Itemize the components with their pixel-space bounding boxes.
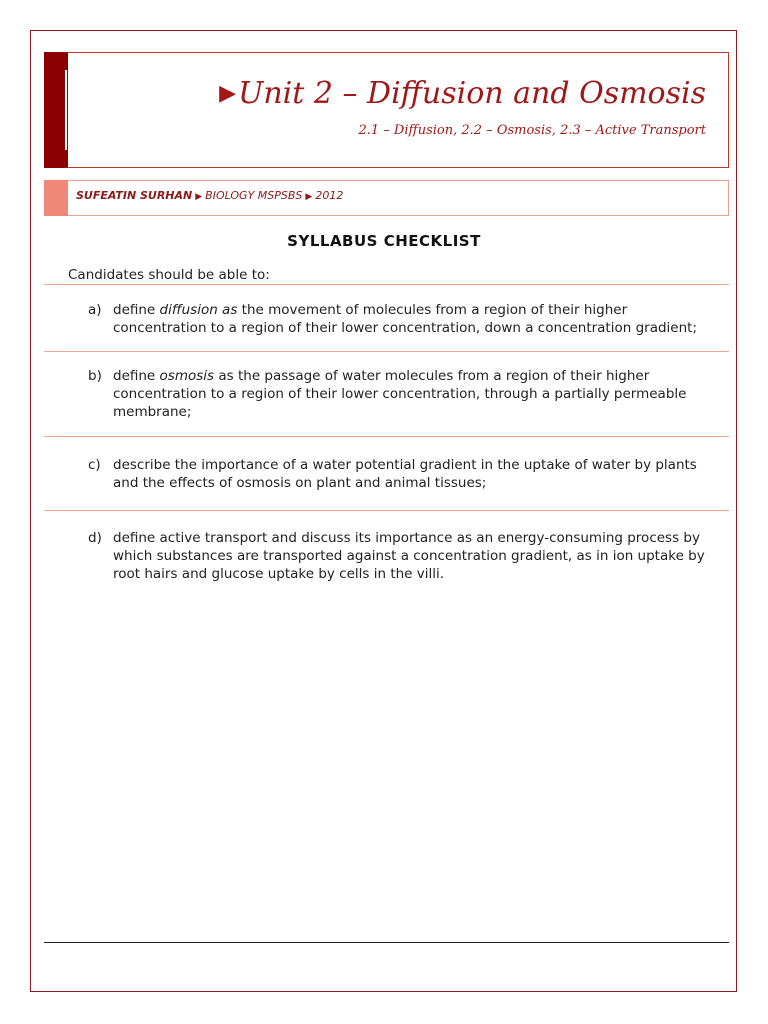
item-letter: d) [88, 530, 102, 546]
item-term: osmosis [159, 368, 215, 384]
separator-arrow-icon: ▶ [195, 192, 203, 202]
item-text [113, 367, 718, 421]
item-text-part: the movement of molecules from a region of their higher concentration to a region of their lower concentration, down a concentration gradient; [113, 302, 698, 336]
page-title [219, 76, 706, 111]
separator-arrow-icon: ▶ [305, 192, 313, 202]
checklist-heading: SYLLABUS CHECKLIST [287, 232, 481, 250]
divider [44, 351, 729, 352]
item-text-part: define [113, 302, 160, 318]
item-text [113, 301, 718, 337]
author-name: SUFEATIN SURHAN [76, 189, 193, 202]
item-term: diffusion as [159, 302, 238, 318]
divider [44, 510, 729, 511]
course-year: 2012 [315, 189, 344, 202]
item-text-part: define [113, 368, 160, 384]
divider [44, 284, 729, 285]
author-band-swatch [44, 180, 68, 216]
item-letter: a) [88, 302, 102, 318]
item-text: define active transport and discuss its importance as an energy-consuming process by which substances are transported against a concentration gradient, as in ion uptake by root hairs and glucose uptake by cells in the villi. [113, 530, 705, 582]
title-marker-icon: ▶ [219, 81, 237, 106]
title-text: Unit 2 – Diffusion and Osmosis [238, 76, 706, 111]
title-accent-stripe [65, 70, 67, 150]
item-letter: c) [88, 457, 101, 473]
list-item [88, 367, 718, 421]
course-name: BIOLOGY MSPSBS [205, 189, 303, 202]
divider [44, 436, 729, 437]
list-item [88, 301, 718, 337]
author-line [76, 189, 343, 202]
list-item [88, 456, 718, 492]
item-text: describe the importance of a water potential gradient in the uptake of water by plants and the effects of osmosis on plant and animal tissues; [113, 457, 697, 491]
page-subtitle: 2.1 – Diffusion, 2.2 – Osmosis, 2.3 – Active Transport [358, 123, 706, 138]
footer-rule [44, 942, 729, 943]
list-item [88, 529, 718, 583]
page-border [30, 30, 737, 992]
item-letter: b) [88, 368, 102, 384]
item-text-part: as the passage of water molecules from a region of their higher concentration to a region of their lower concentration, through a partially permeable membrane; [113, 368, 687, 420]
checklist-intro: Candidates should be able to: [68, 267, 270, 283]
